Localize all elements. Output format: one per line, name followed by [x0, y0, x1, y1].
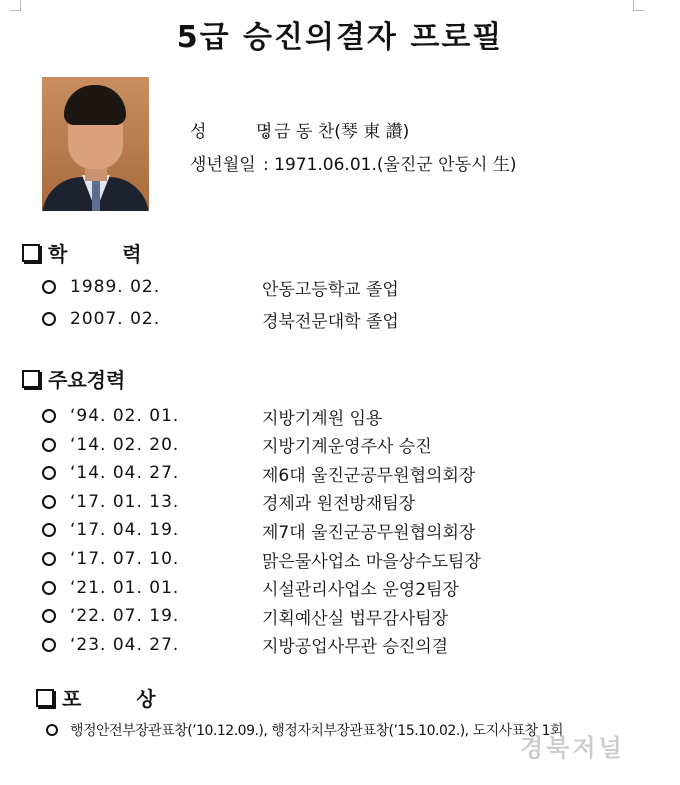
hollow-circle-bullet-icon [42, 466, 56, 480]
name-row [190, 117, 409, 142]
career-heading: 주요경력 [22, 364, 125, 393]
page-corner-mark [633, 0, 644, 11]
awards-heading: 포 상 [36, 683, 180, 712]
list-item [42, 275, 399, 299]
checkbox-square-icon [22, 244, 40, 262]
list-item [42, 633, 448, 657]
birth-row [190, 150, 516, 175]
item-description: 기획예산실 법무감사팀장 [262, 608, 449, 629]
page-title: 5급 승진의결자 프로필 [176, 20, 504, 55]
hollow-circle-bullet-icon [42, 523, 56, 537]
item-description: 제7대 울진군공무원협의회장 [262, 522, 476, 543]
item-description: 맑은물사업소 마을상수도팀장 [262, 551, 481, 572]
item-date: ‘21. 01. 01. [70, 577, 180, 598]
education-heading: 학 력 [22, 238, 166, 267]
hollow-circle-bullet-icon [42, 280, 56, 294]
birth-label: 생년월일 [190, 155, 256, 175]
portrait-photo [42, 77, 149, 211]
item-description: 경제과 원전방재팀장 [262, 494, 416, 515]
hollow-circle-bullet-icon [46, 724, 58, 736]
item-date: ‘17. 07. 10. [70, 549, 180, 569]
item-date: 1989. 02. [70, 277, 161, 297]
list-item [42, 547, 481, 571]
item-date: 2007. 02. [70, 309, 161, 329]
list-item [42, 433, 432, 457]
item-description: 안동고등학교 졸업 [262, 279, 399, 300]
list-item [42, 490, 415, 514]
item-description: 시설관리사업소 운영2팀장 [262, 580, 459, 601]
item-description: 지방기계원 임용 [262, 408, 383, 429]
list-item [42, 307, 399, 331]
hollow-circle-bullet-icon [42, 581, 56, 595]
awards-text: 행정안전부장관표창(’10.12.09.), 행정자치부장관표창(’15.10.02.), 도지사표창 1회 [70, 723, 564, 739]
item-date: ‘14. 04. 27. [70, 463, 180, 484]
checkbox-square-icon [22, 370, 40, 388]
item-date: ‘17. 01. 13. [70, 491, 180, 512]
item-date: ‘23. 04. 27. [70, 634, 180, 655]
hollow-circle-bullet-icon [42, 609, 56, 623]
hollow-circle-bullet-icon [42, 552, 56, 566]
list-item [42, 461, 475, 485]
checkbox-square-icon [36, 689, 54, 707]
item-description: 제6대 울진군공무원협의회장 [262, 465, 476, 486]
list-item [42, 604, 448, 628]
item-description: 지방기계운영주사 승진 [262, 437, 432, 458]
birth-value: : 1971.06.01.(울진군 안동시 生) [263, 155, 517, 175]
item-description: 경북전문대학 졸업 [262, 311, 399, 332]
watermark-logo: 경북저널 [520, 734, 625, 762]
list-item [42, 518, 475, 542]
list-item [42, 576, 459, 600]
item-date: ‘94. 02. 01. [70, 406, 180, 426]
name-label: 성 명 [190, 122, 295, 142]
hollow-circle-bullet-icon [42, 312, 56, 326]
item-date: ‘14. 02. 20. [70, 434, 180, 455]
hollow-circle-bullet-icon [42, 495, 56, 509]
item-description: 지방공업사무관 승진의결 [262, 637, 449, 658]
list-item [42, 404, 382, 428]
hollow-circle-bullet-icon [42, 409, 56, 423]
name-value: : 금 동 찬(琴 東 讚) [263, 122, 410, 142]
hollow-circle-bullet-icon [42, 438, 56, 452]
page-corner-mark [10, 0, 21, 11]
item-date: ‘22. 07. 19. [70, 606, 180, 627]
hollow-circle-bullet-icon [42, 638, 56, 652]
awards-item [46, 720, 563, 740]
item-date: ‘17. 04. 19. [70, 520, 180, 541]
